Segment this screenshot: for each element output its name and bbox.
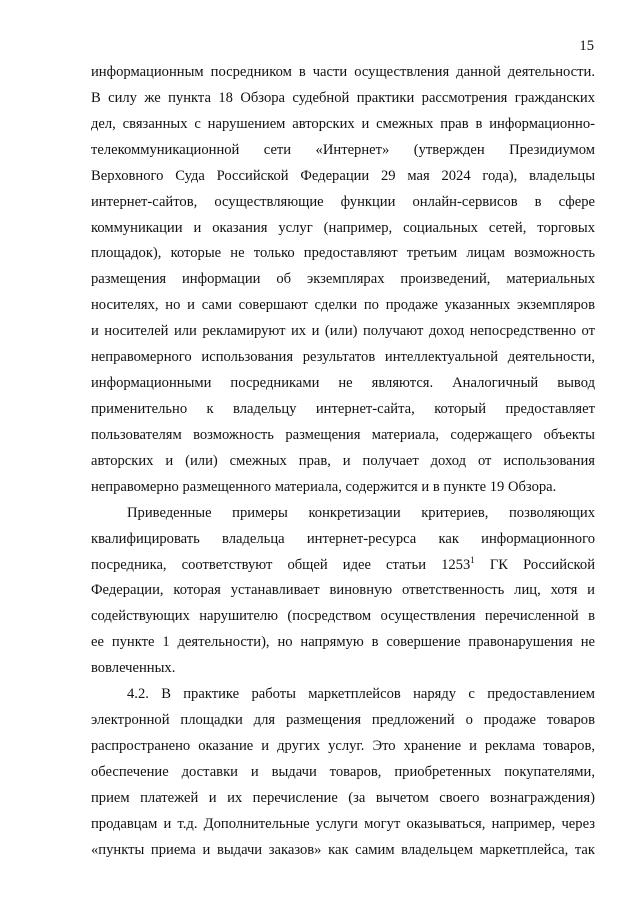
text-line: коммуникации и оказания услуг (например, социальных сетей, торговых [91,219,595,236]
text-line: информационным посредником в части осуществления данной деятельности. [91,64,595,80]
text-line: распространено оказание и других услуг. Это хранение и реклама товаров, [91,737,595,754]
text-line: Приведенные примеры конкретизации критериев, позволяющих [127,504,595,521]
text-line: интернет-сайтов, осуществляющие функции онлайн-сервисов в сфере [91,193,595,210]
text-line: размещения информации об экземплярах произведений, материальных [91,271,595,288]
text-line: квалифицировать владельца интернет-ресурса как информационного [91,530,595,547]
text-line: прием платежей и их перечисление (за вычетом своего вознаграждения) [91,789,595,806]
text-line: неправомерного использования результатов интеллектуальной деятельности, [91,349,595,366]
footnote-reference: 1 [470,554,475,565]
text-line-part: ГК Российской [474,556,596,573]
text-line: и носителей или рекламируют их и (или) получают доход непосредственно от [91,323,595,340]
text-line: применительно к владельцу интернет-сайта, который предоставляет [91,400,595,417]
text-line: площадок), которые не только предоставляют третьим лицам возможность [91,245,595,262]
text-line: вовлеченных. [91,660,176,677]
text-line: обеспечение доставки и выдачи товаров, приобретенных покупателями, [91,763,595,780]
text-line: продавцам и т.д. Дополнительные услуги могут оказываться, например, через [91,815,595,832]
document-body [91,60,595,864]
text-line: Верховного Суда Российской Федерации 29 мая 2024 года), владельцы [91,167,595,184]
text-line: дел, связанных с нарушением авторских и смежных прав в информационно- [91,115,595,132]
text-line: авторских и (или) смежных прав, и получает доход от использования [91,452,595,469]
text-line: носителях, но и сами совершают сделки по продаже указанных экземпляров [91,297,595,314]
text-line: телекоммуникационной сети «Интернет» (утвержден Президиумом [91,141,595,158]
text-line: информационными посредниками не являются. Аналогичный вывод [91,375,595,392]
text-line: содействующих нарушителю (посредством осуществления перечисленной в [91,608,595,625]
text-line: ее пункте 1 деятельности), но напрямую в совершение правонарушения не [91,634,595,651]
text-line: пользователям возможность размещения материала, содержащего объекты [91,426,595,443]
text-line: Федерации, которая устанавливает виновную ответственность лиц, хотя и [91,582,595,599]
text-line: «пункты приема и выдачи заказов» как самим владельцем маркетплейса, так [91,841,595,858]
text-line: 4.2. В практике работы маркетплейсов наряду с предоставлением [127,686,595,703]
text-line: неправомерно размещенного материала, содержится и в пункте 19 Обзора. [91,478,557,495]
text-line: В силу же пункта 18 Обзора судебной практики рассмотрения гражданских [91,89,595,106]
page-number: 15 [579,38,594,54]
text-line-part: посредника, соответствуют общей идее статьи 1253 [91,556,471,573]
text-line-with-footnote [91,553,595,579]
text-line: электронной площадки для размещения предложений о продаже товаров [91,712,595,729]
